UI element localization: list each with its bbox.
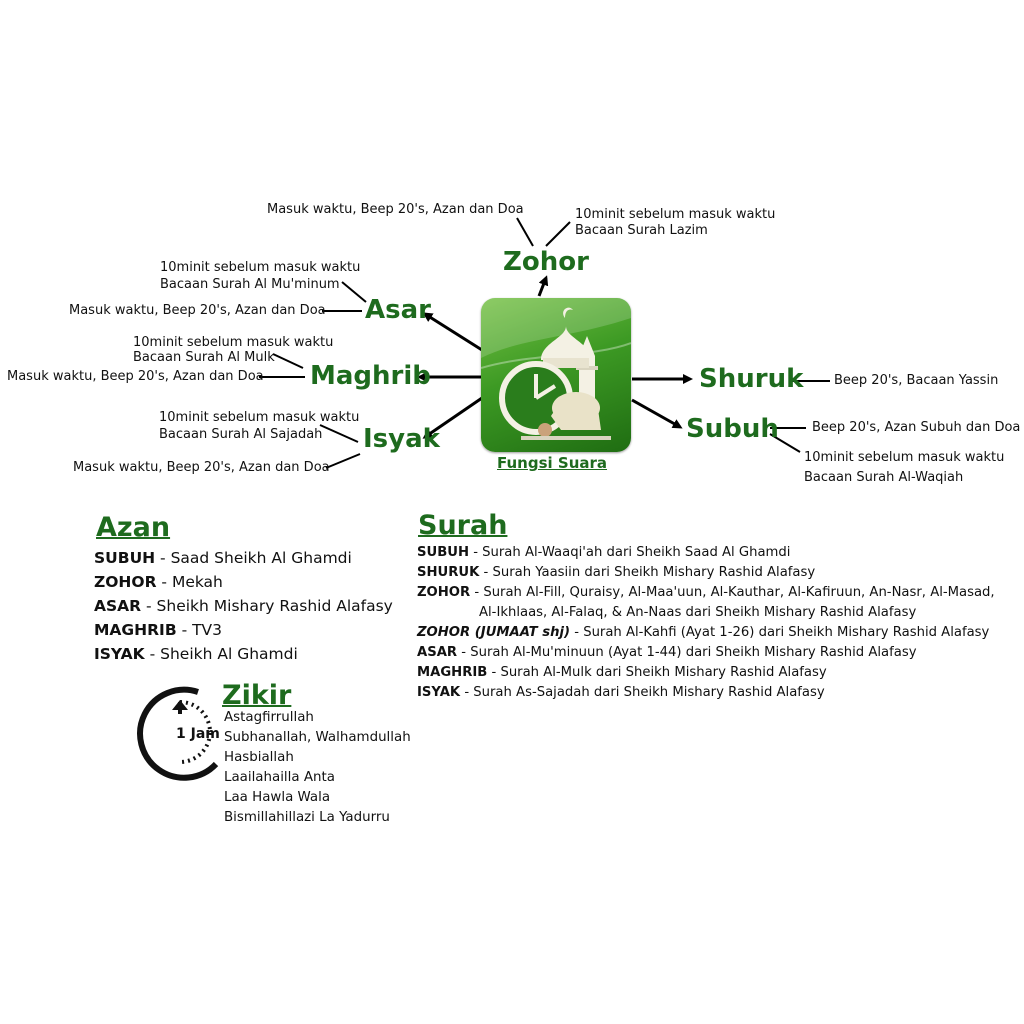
prayer-label-isyak: Isyak (363, 424, 440, 454)
leader-isyak-a (320, 425, 358, 442)
maghrib-note-surah: Bacaan Surah Al Mulk (133, 350, 275, 365)
subuh-note-azan: Beep 20's, Azan Subuh dan Doa (812, 420, 1021, 435)
subuh-note-surah: Bacaan Surah Al-Waqiah (804, 470, 964, 485)
prayer-label-asar: Asar (365, 295, 431, 325)
zohor-note-surah: Bacaan Surah Lazim (575, 223, 708, 238)
azan-row: MAGHRIB - TV3 (94, 621, 223, 639)
surah-row: ZOHOR - Surah Al-Fill, Quraisy, Al-Maa'uun, Al-Kauthar, Al-Kafiruun, An-Nasr, Al-Masad, (417, 585, 995, 600)
surah-row: SUBUH - Surah Al-Waaqi'ah dari Sheikh Saad Al Ghamdi (417, 545, 791, 560)
arrow-to-zohor (539, 278, 546, 296)
prayer-label-subuh: Subuh (686, 414, 779, 444)
surah-heading: Surah (418, 510, 508, 541)
shuruk-note: Beep 20's, Bacaan Yassin (834, 373, 999, 388)
asar-note-surah: Bacaan Surah Al Mu'minum (160, 277, 340, 292)
zikir-interval: 1 Jam (176, 726, 220, 742)
surah-row: ISYAK - Surah As-Sajadah dari Sheikh Mishary Rashid Alafasy (417, 685, 825, 700)
leader-maghrib-a (273, 354, 303, 368)
asar-note-azan: Masuk waktu, Beep 20's, Azan dan Doa (69, 303, 326, 318)
prayer-label-maghrib: Maghrib (310, 361, 431, 391)
isyak-note-surah: Bacaan Surah Al Sajadah (159, 427, 323, 442)
azan-row: ISYAK - Sheikh Al Ghamdi (94, 645, 298, 663)
zikir-heading: Zikir (222, 680, 292, 711)
surah-row: SHURUK - Surah Yaasiin dari Sheikh Mishary Rashid Alafasy (417, 565, 816, 580)
zikir-list (224, 708, 411, 828)
azan-row: ZOHOR - Mekah (94, 573, 223, 591)
zikir-item: Laa Hawla Wala (224, 790, 331, 805)
azan-list (94, 546, 393, 666)
leader-zohor-a (517, 218, 533, 246)
surah-row: MAGHRIB - Surah Al-Mulk dari Sheikh Mishary Rashid Alafasy (417, 665, 827, 680)
isyak-note-before: 10minit sebelum masuk waktu (159, 410, 360, 425)
isyak-note-azan: Masuk waktu, Beep 20's, Azan dan Doa (73, 460, 330, 475)
zohor-note-azan: Masuk waktu, Beep 20's, Azan dan Doa (267, 202, 524, 217)
arrow-to-asar (425, 314, 482, 350)
fungsi-suara-app-icon (481, 298, 631, 452)
zikir-item: Astagfirrullah (224, 710, 314, 725)
mosque-clock-prayer-icon (481, 298, 631, 452)
surah-row: ZOHOR (JUMAAT shj) - Surah Al-Kahfi (Ayat 1-26) dari Sheikh Mishary Rashid Alafasy (417, 625, 990, 640)
azan-row: SUBUH - Saad Sheikh Al Ghamdi (94, 549, 352, 567)
surah-row: ASAR - Surah Al-Mu'minuun (Ayat 1-44) dari Sheikh Mishary Rashid Alafasy (417, 645, 917, 660)
zikir-item: Subhanallah, Walhamdullah (224, 730, 411, 745)
zikir-item: Laailahailla Anta (224, 770, 335, 785)
zikir-item: Hasbiallah (224, 750, 294, 765)
azan-heading: Azan (96, 512, 171, 543)
maghrib-note-before: 10minit sebelum masuk waktu (133, 335, 334, 350)
arrow-to-subuh (632, 400, 680, 427)
subuh-note-before: 10minit sebelum masuk waktu (804, 450, 1005, 465)
surah-list (417, 543, 995, 703)
azan-row: ASAR - Sheikh Mishary Rashid Alafasy (94, 597, 393, 615)
leader-zohor-b (546, 222, 570, 246)
zikir-item: Bismillahillazi La Yadurru (224, 810, 390, 825)
leader-asar-a (342, 282, 366, 302)
maghrib-note-azan: Masuk waktu, Beep 20's, Azan dan Doa (7, 369, 264, 384)
leader-isyak-b (326, 454, 360, 468)
zohor-note-before: 10minit sebelum masuk waktu (575, 207, 776, 222)
app-caption: Fungsi Suara (497, 454, 608, 472)
asar-note-before: 10minit sebelum masuk waktu (160, 260, 361, 275)
prayer-label-zohor: Zohor (503, 247, 589, 277)
prayer-label-shuruk: Shuruk (699, 364, 804, 394)
surah-row-continued: Al-Ikhlaas, Al-Falaq, & An-Naas dari Sheikh Mishary Rashid Alafasy (479, 605, 917, 620)
